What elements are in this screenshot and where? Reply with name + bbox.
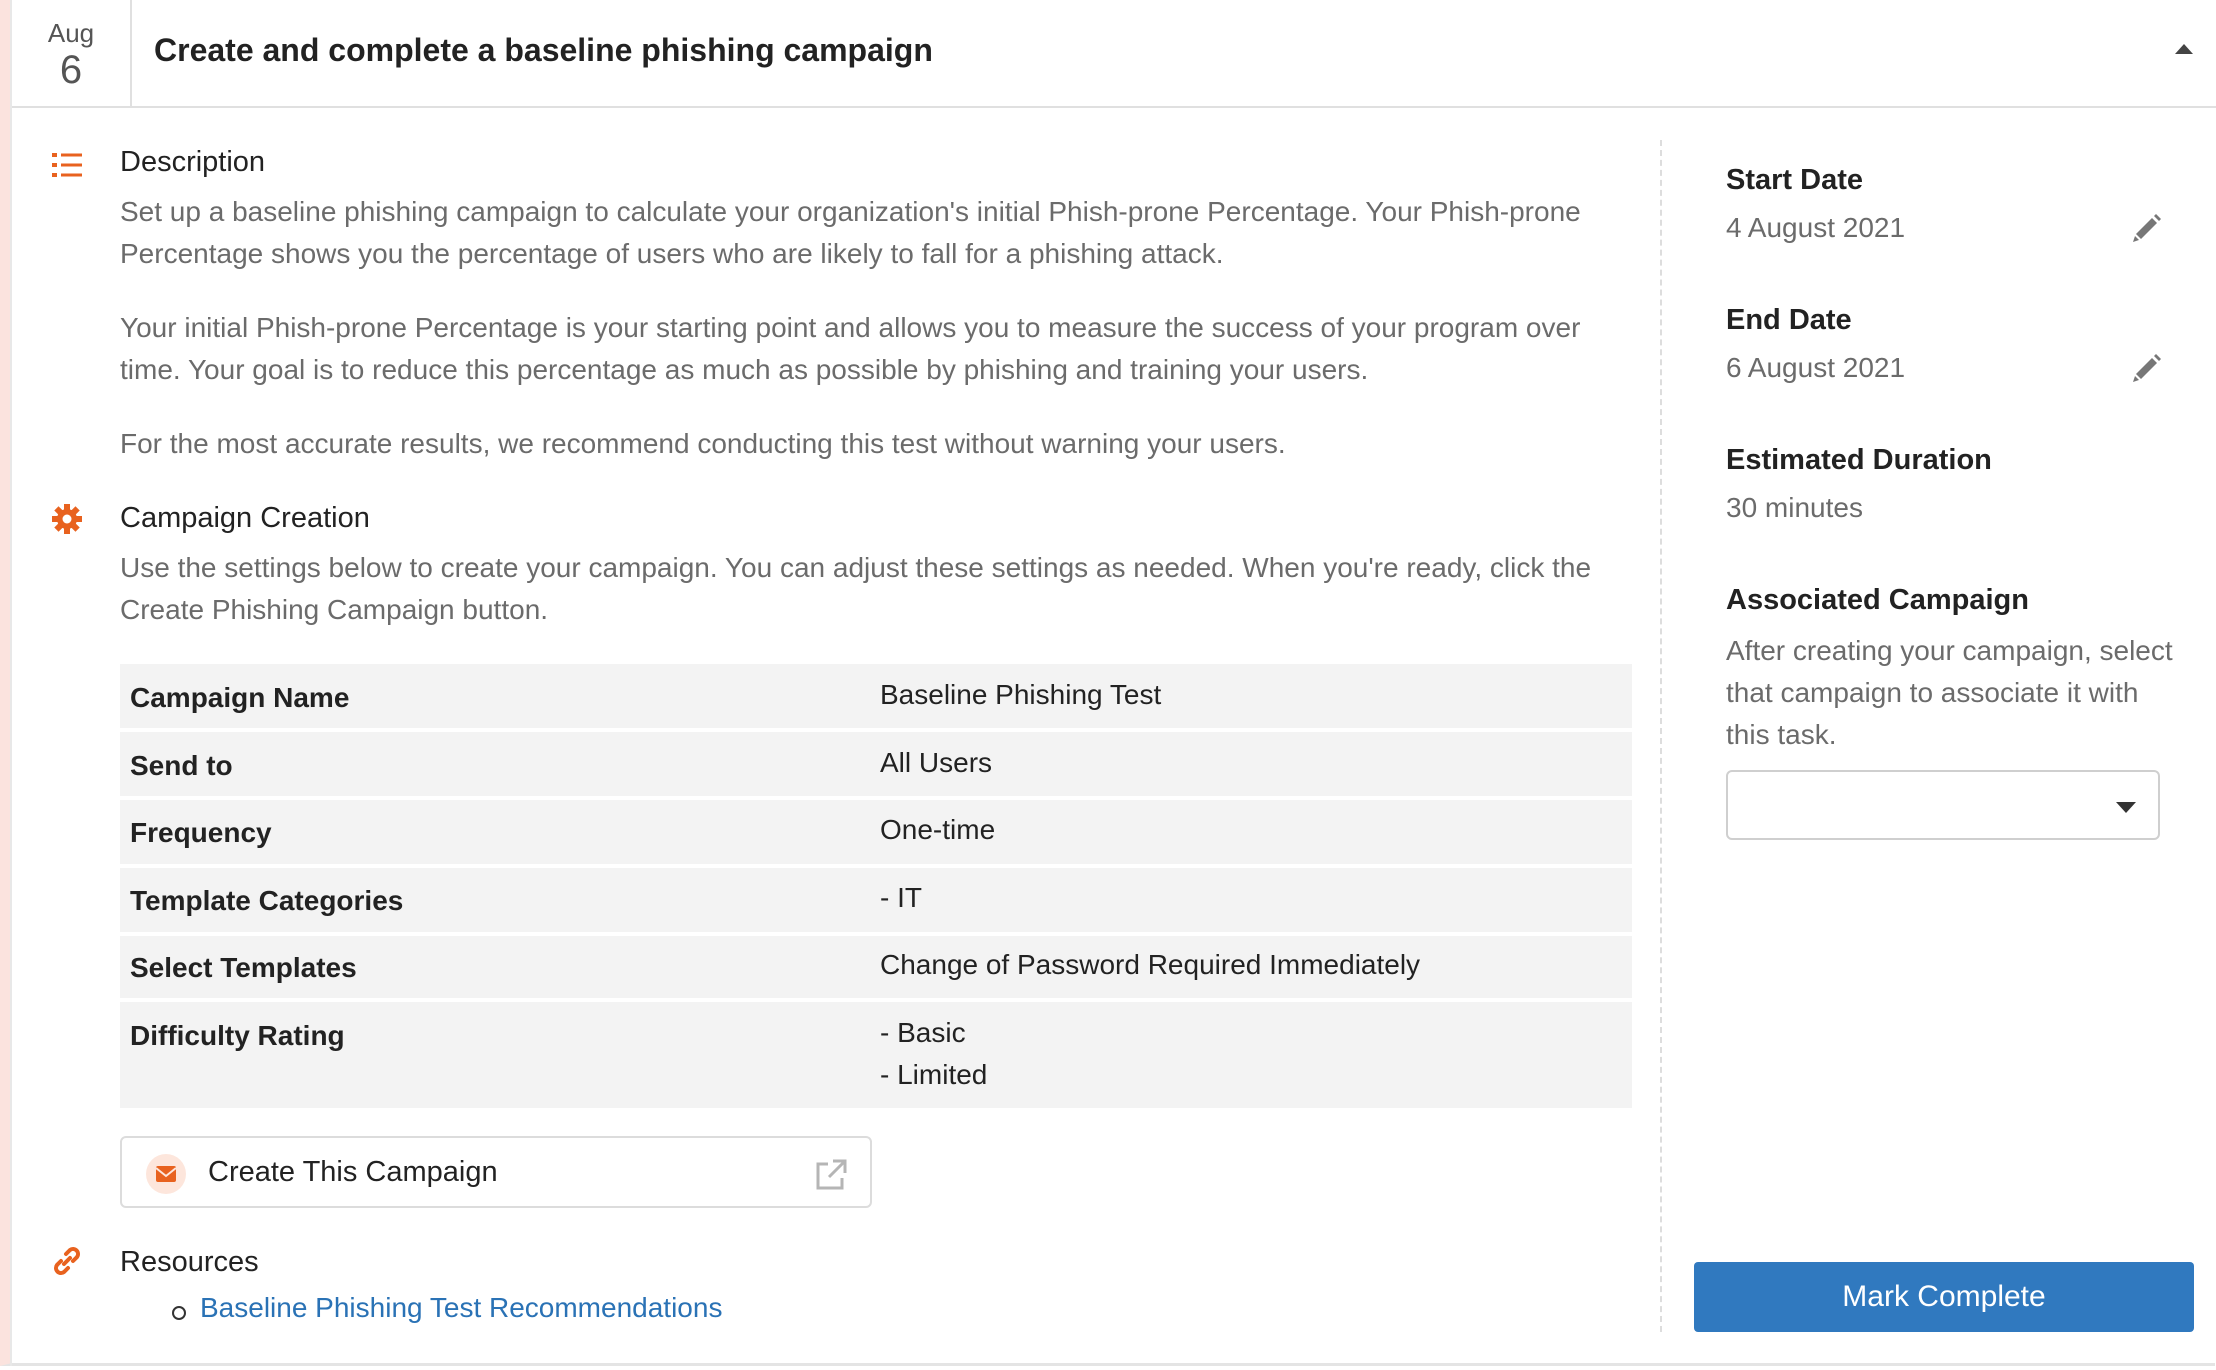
row-value: - Basic [880,1017,966,1048]
task-header[interactable] [12,0,2216,108]
row-value: Baseline Phishing Test [880,679,1162,710]
start-date-label: Start Date [1726,164,1863,196]
description-paragraph-2: Your initial Phish-prone Percentage is your starting point and allows you to measure the success of your program over time. Your goal is to reduce this percentage as much as possible by phishing and training your users. [120,312,1581,385]
task-card-inner [10,0,2216,1366]
date-month: Aug [47,18,95,48]
pencil-icon[interactable] [2130,210,2164,244]
associated-campaign-label: Associated Campaign [1726,584,2029,616]
row-value: One-time [880,814,996,845]
row-label: Template Categories [130,885,404,916]
end-date-label: End Date [1726,304,1852,336]
duration-value: 30 minutes [1726,492,1863,523]
row-value-2: - Limited [880,1059,988,1090]
table-row [120,868,1632,932]
gear-icon [50,502,84,536]
row-label: Difficulty Rating [130,1020,345,1051]
row-value: Change of Password Required Immediately [880,949,1421,980]
list-icon [50,148,84,182]
resource-link[interactable]: Baseline Phishing Test Recommendations [200,1292,723,1323]
external-link-icon [814,1158,848,1192]
associated-campaign-help: After creating your campaign, select that campaign to associate it with this task. [1726,635,2173,750]
description-paragraph-1: Set up a baseline phishing campaign to calculate your organization's initial Phish-prone Percentage. Your Phish-prone Percentage shows you the percentage of users who are likely to fall for a phishing attack. [120,196,1581,269]
table-row [120,664,1632,728]
mark-complete-button[interactable]: Mark Complete [1694,1262,2194,1332]
row-value: All Users [880,747,993,778]
create-campaign-label: Create This Campaign [208,1156,498,1188]
duration-label: Estimated Duration [1726,444,1992,476]
table-row [120,1002,1632,1108]
row-value: - IT [880,882,922,913]
campaign-creation-intro: Use the settings below to create your campaign. You can adjust these settings as needed. When you're ready, click the Create Phishing Campaign button. [120,552,1592,625]
campaign-creation-title: Campaign Creation [120,502,370,534]
description-paragraph-3: For the most accurate results, we recommend conducting this test without warning your users. [120,428,1286,459]
row-label: Send to [130,750,233,781]
panel-divider [1660,140,1662,1332]
table-row [120,800,1632,864]
caret-up-icon[interactable] [2175,44,2193,54]
pencil-icon[interactable] [2130,350,2164,384]
row-label: Campaign Name [130,682,350,713]
task-date [12,0,132,106]
description-title: Description [120,146,266,178]
table-row [120,936,1632,998]
create-campaign-button[interactable] [120,1136,872,1208]
link-icon [50,1244,84,1278]
start-date-value: 4 August 2021 [1726,212,1906,243]
resources-title: Resources [120,1246,259,1278]
caret-down-icon [2116,802,2136,813]
row-label: Frequency [130,817,272,848]
envelope-icon [146,1154,186,1194]
task-title: Create and complete a baseline phishing campaign [154,32,933,68]
list-bullet [172,1306,186,1320]
row-label: Select Templates [130,952,357,983]
table-row [120,732,1632,796]
date-day: 6 [59,48,83,92]
end-date-value: 6 August 2021 [1726,352,1906,383]
associated-campaign-select[interactable] [1726,770,2160,840]
